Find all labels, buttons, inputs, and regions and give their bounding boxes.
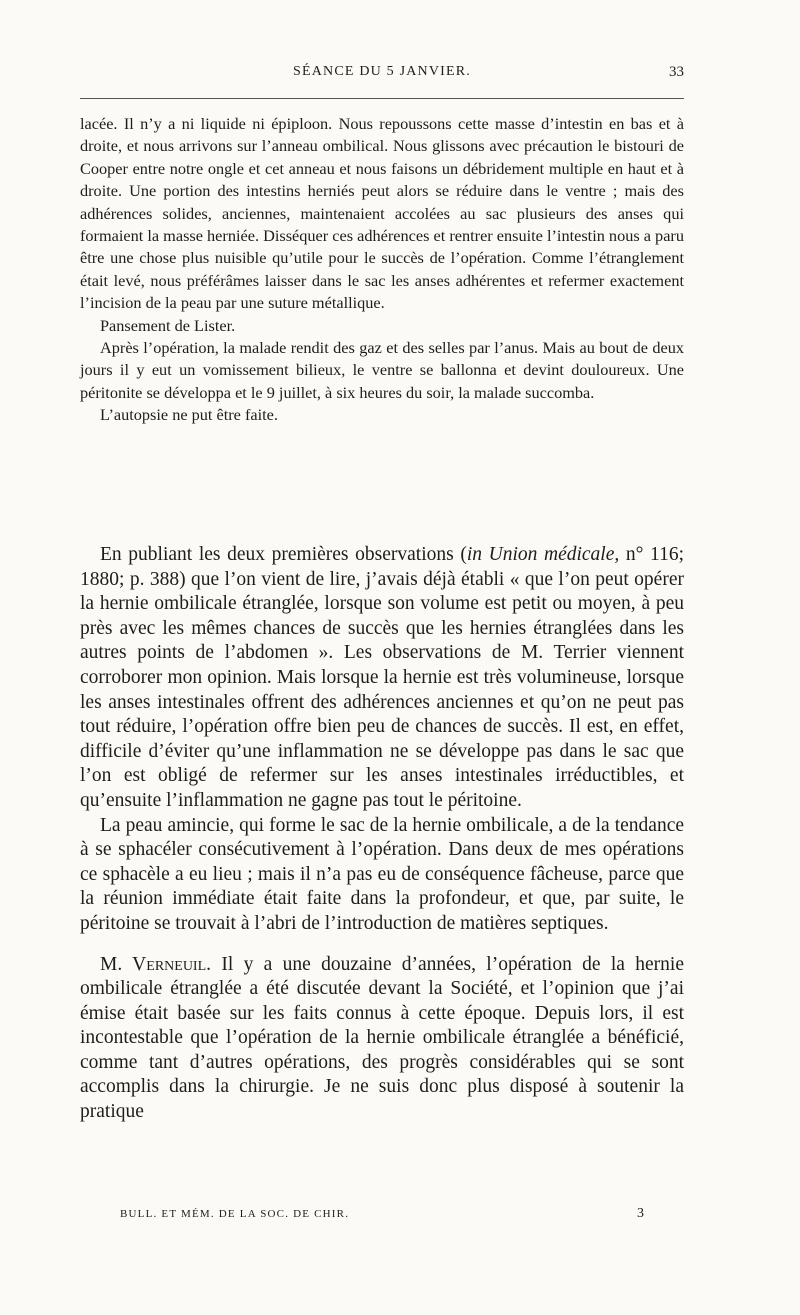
body-paragraph: La peau amincie, qui forme le sac de la hernie ombilicale, a de la tendance à se sphacéler consécutivement à l’opération. Dans deux de mes opérations ce sphacèle a eu lieu ; mais il n’a pas eu de conséquence fâcheuse, parce que la réunion immédiate était faite dans la profondeur, et que, par suite, le péritoine se trouvait à l’abri de l’introduction de matières septiques. [80, 814, 684, 934]
para3-text: Il y a une douzaine d’années, l’opération de la hernie ombilicale étranglée a été discutée devant la Société, et l’opinion que j’ai émise était basée sur les faits connus à cette époque. Depuis lors, il est incontestable que l’opération de la hernie ombilicale étranglée a bénéficié, comme tant d’autres opérations, des progrès considérables qui se sont accomplis dans la chirurgie. Je ne suis donc plus disposé à soutenir la pratique [80, 953, 684, 1123]
body-paragraph [80, 953, 684, 1125]
header-rule [80, 98, 684, 99]
footer [120, 1208, 644, 1228]
case-paragraph: Pansement de Lister. [100, 315, 236, 335]
running-header [80, 64, 684, 86]
para1-rest: n° 116; 1880; p. 388) que l’on vient de lire, j’avais déjà établi « que l’on peut opérer la hernie ombilicale étranglée, lorsque son volume est petit ou moyen, à peu près avec les mêmes chances de succès que les hernies étranglées dans les autres points de l’abdomen ». Les observations de M. Terrier viennent corroborer mon opinion. Mais lorsque la hernie est très volumineuse, lorsque les anses intestinales offrent des adhérences anciennes et qu’on ne peut pas tout réduire, l’opération offre bien peu de chances de succès. Il est, en effet, difficile d’éviter qu’une inflammation ne se développe pas dans le sac que l’on est obligé de refermer sur les anses intestinales irréductibles, et qu’ensuite l’inflammation ne gagne pas tout le péritoine. [80, 544, 685, 811]
citation-italic: in Union médicale, [466, 544, 620, 565]
page-number: 33 [669, 64, 684, 80]
signature-mark: 3 [637, 1206, 644, 1221]
footer-text: BULL. ET MÉM. DE LA SOC. DE CHIR. [120, 1208, 350, 1220]
discussion-text [80, 543, 684, 1125]
case-paragraph: L’autopsie ne put être faite. [100, 405, 278, 425]
speaker-name: M. Verneuil. [100, 953, 212, 975]
body-paragraph [80, 543, 684, 814]
para1-start: En publiant les deux premières observations ( [100, 544, 467, 565]
case-report-text [80, 113, 684, 427]
case-paragraph: lacée. Il n’y a ni liquide ni épiploon. Nous repoussons cette masse d’intestin en bas et à droite, et nous arrivons sur l’anneau ombilical. Nous glissons avec précaution le bistouri de Cooper entre notre ongle et cet anneau et nous faisons un débridement multiple en haut et à droite. Une portion des intestins herniés peut alors se réduire dans le ventre ; mais des adhérences solides, anciennes, maintenaient accolées au sac plusieurs des anses qui formaient la masse herniée. Disséquer ces adhérences et rentrer ensuite l’intestin nous a paru être une chose plus nuisible qu’utile pour le succès de l’opération. Comme l’étranglement était levé, nous préférâmes laisser dans le sac les anses adhérentes et refermer exactement l’incision de la peau par une suture métallique. [80, 114, 684, 313]
case-paragraph: Après l’opération, la malade rendit des gaz et des selles par l’anus. Mais au bout de deux jours il y eut un vomissement bilieux, le ventre se ballonna et devint douloureux. Une péritonite se développa et le 9 juillet, à six heures du soir, la malade succomba. [80, 338, 684, 402]
running-title: SÉANCE DU 5 JANVIER. [293, 64, 471, 79]
